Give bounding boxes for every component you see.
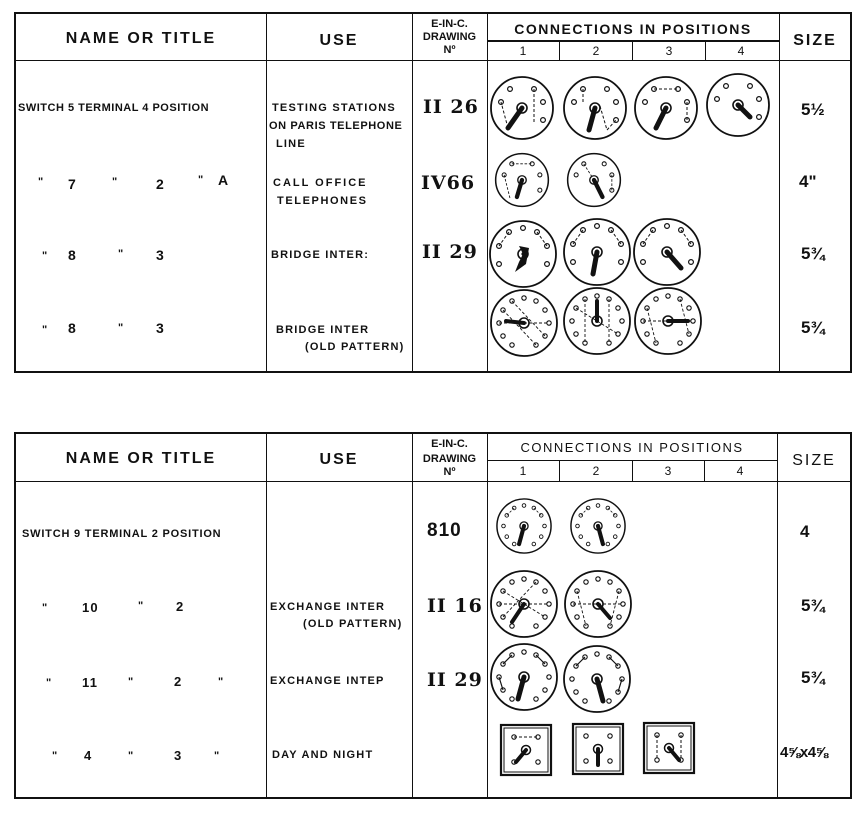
row-name: 3 bbox=[156, 320, 165, 336]
row-name: 4 bbox=[84, 748, 93, 763]
size-value: 5½ bbox=[801, 100, 825, 119]
ditto-mark: " bbox=[38, 176, 45, 188]
drawing-number: II 26 bbox=[423, 96, 479, 118]
row-name: 8 bbox=[68, 320, 77, 336]
row-use-line: EXCHANGE INTEP bbox=[270, 675, 385, 687]
row-use-line: BRIDGE INTER: bbox=[271, 249, 370, 261]
header-position-1: 1 bbox=[519, 44, 527, 58]
row-use-line: DAY AND NIGHT bbox=[272, 749, 374, 761]
row-name: 7 bbox=[68, 176, 77, 192]
ditto-mark: " bbox=[112, 176, 119, 188]
row-name: 3 bbox=[174, 748, 183, 763]
header-name-or-title: NAME OR TITLE bbox=[65, 450, 217, 467]
row-name: A bbox=[218, 172, 230, 188]
size-value: 4⅝x4⅝ bbox=[780, 744, 828, 761]
header-position-4: 4 bbox=[736, 464, 744, 478]
ditto-mark: " bbox=[198, 174, 205, 186]
header-connections: CONNECTIONS IN POSITIONS bbox=[520, 440, 744, 455]
row-name: 8 bbox=[68, 247, 77, 263]
row-name: 2 bbox=[176, 599, 185, 614]
ditto-mark: " bbox=[218, 676, 225, 688]
ditto-mark: " bbox=[128, 676, 135, 688]
row-use-line: (OLD PATTERN) bbox=[303, 618, 403, 630]
row-use-line: (OLD PATTERN) bbox=[305, 341, 405, 353]
ditto-mark: " bbox=[42, 324, 49, 336]
row-use-line: EXCHANGE INTER bbox=[270, 601, 386, 613]
drawing-number: 810 bbox=[427, 520, 462, 541]
header-drawing-line3: Nº bbox=[443, 44, 456, 56]
row-use-line: LINE bbox=[276, 138, 306, 150]
row-use-line: BRIDGE INTER bbox=[276, 324, 370, 336]
row-name: 3 bbox=[156, 247, 165, 263]
header-position-1: 1 bbox=[519, 464, 527, 478]
header-size: SIZE bbox=[793, 32, 837, 49]
header-position-2: 2 bbox=[592, 44, 600, 58]
ditto-mark: " bbox=[128, 750, 135, 762]
header-position-3: 3 bbox=[665, 44, 673, 58]
row-use-line: TESTING STATIONS bbox=[272, 102, 396, 114]
header-size: SIZE bbox=[792, 452, 836, 469]
row-use-line: ON PARIS TELEPHONE bbox=[269, 120, 403, 132]
row-name: 2 bbox=[156, 176, 165, 192]
ditto-mark: " bbox=[42, 250, 49, 262]
ditto-mark: " bbox=[118, 248, 125, 260]
drawing-number: II 29 bbox=[427, 669, 483, 691]
header-use: USE bbox=[319, 32, 359, 49]
size-value: 5¾ bbox=[801, 596, 825, 615]
header-position-2: 2 bbox=[592, 464, 600, 478]
size-value: 5¾ bbox=[801, 318, 825, 337]
row-name: 10 bbox=[82, 600, 99, 615]
header-drawing-line2: DRAWING bbox=[422, 31, 477, 43]
header-drawing-line1: E-IN-C. bbox=[431, 18, 468, 30]
drawing-number: IV66 bbox=[421, 172, 476, 194]
header-drawing-line1: E-IN-C. bbox=[431, 438, 468, 450]
header-position-3: 3 bbox=[664, 464, 672, 478]
drawing-number: II 29 bbox=[422, 241, 478, 263]
ditto-mark: " bbox=[52, 750, 59, 762]
header-drawing-line2: DRAWING bbox=[422, 453, 477, 465]
switch-table-2 bbox=[14, 432, 852, 799]
row-name: SWITCH 9 TERMINAL 2 POSITION bbox=[22, 528, 222, 540]
header-use: USE bbox=[319, 451, 359, 468]
header-drawing-line3: Nº bbox=[443, 466, 456, 478]
size-value: 5¾ bbox=[801, 668, 825, 687]
row-name: SWITCH 5 TERMINAL 4 POSITION bbox=[18, 102, 210, 114]
ditto-mark: " bbox=[42, 602, 49, 614]
ditto-mark: " bbox=[214, 750, 221, 762]
row-use-line: CALL OFFICE bbox=[273, 177, 368, 189]
size-value: 5¾ bbox=[801, 244, 825, 263]
switch-table-1 bbox=[14, 12, 852, 373]
drawing-number: II 16 bbox=[427, 595, 483, 617]
size-value: 4" bbox=[799, 172, 817, 191]
header-connections: CONNECTIONS IN POSITIONS bbox=[514, 21, 752, 37]
row-use-line: TELEPHONES bbox=[277, 195, 368, 207]
header-position-4: 4 bbox=[737, 44, 745, 58]
header-name-or-title: NAME OR TITLE bbox=[65, 30, 217, 47]
row-name: 2 bbox=[174, 674, 183, 689]
row-name: 11 bbox=[82, 675, 99, 690]
ditto-mark: " bbox=[46, 677, 53, 689]
ditto-mark: " bbox=[138, 600, 145, 612]
size-value: 4 bbox=[800, 522, 810, 541]
ditto-mark: " bbox=[118, 322, 125, 334]
